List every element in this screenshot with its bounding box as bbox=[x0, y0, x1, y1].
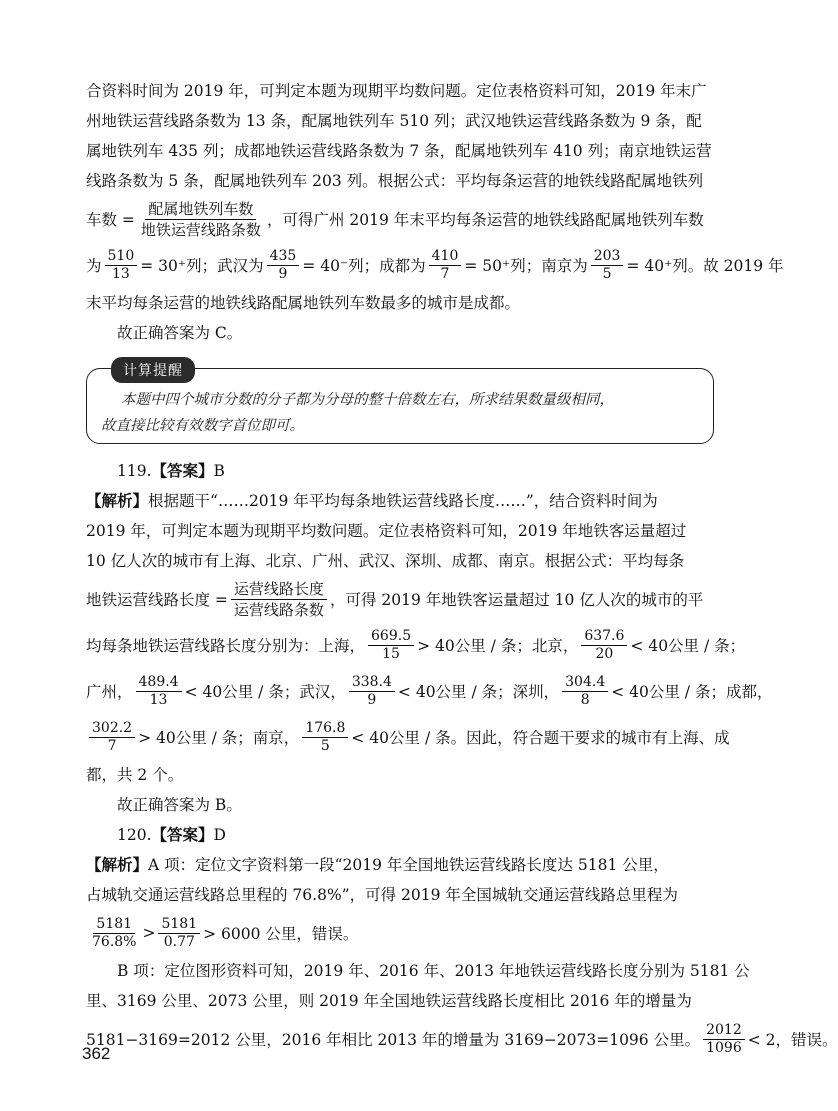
calc-line bbox=[86, 714, 730, 760]
text-line bbox=[86, 486, 714, 516]
calc-text: > bbox=[142, 924, 156, 942]
fraction bbox=[703, 1022, 745, 1057]
formula-lhs: 车数 = bbox=[86, 211, 135, 229]
fraction bbox=[368, 628, 414, 663]
page-number: 362 bbox=[82, 1044, 111, 1063]
denominator: 5 bbox=[320, 737, 330, 754]
tip-text: 故直接比较有效数字首位即可。 bbox=[101, 418, 304, 434]
fraction bbox=[89, 916, 139, 951]
calc-text: < 40公里 / 条；深圳， bbox=[397, 683, 560, 701]
numerator: 435 bbox=[267, 248, 300, 266]
text-line: 里、3169 公里、2073 公里，则 2019 年全国地铁运营线路长度相比 2016 年的增量为 bbox=[86, 992, 692, 1010]
tip-text: 本题中四个城市分数的分子都为分母的整十倍数左右，所求结果数量级相同， bbox=[121, 392, 614, 408]
numerator: 302.2 bbox=[89, 720, 135, 738]
fraction bbox=[267, 248, 300, 283]
calc-text: 均每条地铁运营线路长度分别为：上海， bbox=[86, 637, 366, 655]
formula-line bbox=[86, 576, 714, 622]
answer-letter: D bbox=[213, 826, 226, 844]
numerator: 410 bbox=[429, 248, 462, 266]
numerator: 637.6 bbox=[581, 628, 627, 646]
text-line bbox=[86, 850, 714, 880]
answer-line: 故正确答案为 B。 bbox=[117, 796, 242, 814]
fraction bbox=[591, 248, 624, 283]
denominator: 5 bbox=[602, 265, 612, 282]
numerator: 510 bbox=[105, 248, 138, 266]
fraction bbox=[581, 628, 627, 663]
calc-text: < 40公里 / 条； bbox=[630, 637, 746, 655]
calc-line bbox=[86, 242, 784, 288]
denominator: 15 bbox=[382, 645, 400, 662]
numerator: 5181 bbox=[93, 916, 135, 934]
calc-line bbox=[86, 910, 714, 956]
calc-line bbox=[86, 1016, 838, 1062]
text-line: 10 亿人次的城市有上海、北京、广州、武汉、深圳、成都、南京。根据公式：平均每条 bbox=[86, 552, 685, 570]
analysis-tag: 【解析】 bbox=[86, 491, 149, 510]
numerator: 669.5 bbox=[368, 628, 414, 646]
calc-text: < 2，错误。 bbox=[747, 1031, 838, 1049]
denominator: 7 bbox=[107, 737, 117, 754]
calculation-tip-box bbox=[86, 363, 714, 444]
analysis-text: 根据题干“……2019 年平均每条地铁运营线路长度……”，结合资料时间为 bbox=[148, 492, 658, 510]
text-line: 末平均每条运营的地铁线路配属地铁列车数最多的城市是成都。 bbox=[86, 294, 521, 312]
denominator: 9 bbox=[367, 691, 377, 708]
calc-text: > 40公里 / 条；北京， bbox=[417, 637, 579, 655]
calc-text: = 40⁻列；成都为 bbox=[302, 257, 426, 275]
fraction bbox=[158, 916, 200, 951]
calc-text: < 40公里 / 条。因此，符合题干要求的城市有上海、成 bbox=[351, 729, 730, 747]
calc-text: < 40公里 / 条；成都， bbox=[611, 683, 773, 701]
answer-tag: 【答案】 bbox=[151, 825, 214, 844]
calc-text: = 40⁺列。故 2019 年 bbox=[626, 257, 784, 275]
calc-text: = 50⁺列；南京为 bbox=[464, 257, 588, 275]
calc-line bbox=[86, 668, 773, 714]
numerator: 489.4 bbox=[136, 674, 182, 692]
calc-text: = 30⁺列；武汉为 bbox=[140, 257, 264, 275]
text-line: 合资料时间为 2019 年，可判定本题为现期平均数问题。定位表格资料可知，2019 年末广 bbox=[86, 82, 707, 100]
analysis-tag: 【解析】 bbox=[86, 855, 149, 874]
text-line: 线路条数为 5 条，配属地铁列车 203 列。根据公式：平均每条运营的地铁线路配属地铁列 bbox=[86, 172, 704, 190]
formula-text: ，可得广州 2019 年末平均每条运营的地铁线路配属地铁列车数 bbox=[266, 211, 704, 229]
answer-line: 故正确答案为 C。 bbox=[117, 324, 243, 342]
numerator: 338.4 bbox=[349, 674, 395, 692]
fraction bbox=[105, 248, 138, 283]
analysis-text: A 项：定位文字资料第一段“2019 年全国地铁运营线路长度达 5181 公里， bbox=[148, 856, 669, 874]
text-line: 属地铁列车 435 列；成都地铁运营线路条数为 7 条，配属地铁列车 410 列；南京地铁运营 bbox=[86, 142, 712, 160]
denominator: 13 bbox=[111, 265, 130, 282]
formula-line bbox=[86, 196, 714, 242]
text-line: 占城轨交通运营线路总里程的 76.8%”，可得 2019 年全国城轨交通运营线路总里程为 bbox=[86, 886, 678, 904]
fraction bbox=[231, 579, 327, 620]
denominator: 20 bbox=[595, 645, 614, 662]
numerator: 配属地铁列车数 bbox=[145, 199, 256, 220]
fraction bbox=[562, 674, 608, 709]
calc-text: > 40公里 / 条；南京， bbox=[138, 729, 300, 747]
fraction bbox=[136, 674, 182, 709]
text-line: 州地铁运营线路条数为 13 条，配属地铁列车 510 列；武汉地铁运营线路条数为 9 条，配 bbox=[86, 112, 702, 130]
calc-text: > 6000 公里，错误。 bbox=[203, 925, 359, 943]
numerator: 203 bbox=[591, 248, 624, 266]
denominator: 地铁运营线路条数 bbox=[140, 220, 261, 239]
answer-letter: B bbox=[213, 462, 225, 480]
fraction bbox=[349, 674, 395, 709]
formula-text: ，可得 2019 年地铁客运量超过 10 亿人次的城市的平 bbox=[329, 591, 704, 609]
denominator: 8 bbox=[580, 691, 590, 708]
numerator: 176.8 bbox=[302, 720, 348, 738]
denominator: 0.77 bbox=[163, 933, 195, 950]
denominator: 运营线路条数 bbox=[233, 600, 324, 619]
denominator: 76.8% bbox=[92, 933, 137, 950]
text-line: 都，共 2 个。 bbox=[86, 766, 184, 784]
formula-lhs: 地铁运营线路长度 = bbox=[86, 591, 228, 609]
numerator: 2012 bbox=[703, 1022, 745, 1040]
page-body bbox=[86, 76, 838, 1062]
numerator: 5181 bbox=[158, 916, 200, 934]
denominator: 13 bbox=[149, 691, 168, 708]
fraction bbox=[429, 248, 462, 283]
fraction bbox=[138, 199, 264, 240]
denominator: 7 bbox=[440, 265, 450, 282]
question-header bbox=[86, 456, 714, 486]
question-number: 119. bbox=[117, 462, 152, 480]
numerator: 304.4 bbox=[562, 674, 608, 692]
denominator: 9 bbox=[278, 265, 288, 282]
question-header bbox=[86, 820, 714, 850]
numerator: 运营线路长度 bbox=[231, 579, 327, 600]
fraction bbox=[89, 720, 135, 755]
fraction bbox=[302, 720, 348, 755]
answer-tag: 【答案】 bbox=[151, 461, 214, 480]
calc-text: 广州， bbox=[86, 683, 133, 701]
calc-line bbox=[86, 622, 746, 668]
calc-text: 为 bbox=[86, 257, 102, 275]
calc-text: 5181−3169=2012 公里，2016 年相比 2013 年的增量为 3169−2073=1096 公里。 bbox=[86, 1031, 701, 1049]
tip-label: 计算提醒 bbox=[111, 357, 195, 383]
text-line: B 项：定位图形资料可知，2019 年、2016 年、2013 年地铁运营线路长度分别为 5181 公 bbox=[117, 962, 750, 980]
denominator: 1096 bbox=[706, 1039, 742, 1056]
text-line: 2019 年，可判定本题为现期平均数问题。定位表格资料可知，2019 年地铁客运量超过 bbox=[86, 522, 687, 540]
calc-text: < 40公里 / 条；武汉， bbox=[184, 683, 346, 701]
question-number: 120. bbox=[117, 826, 152, 844]
